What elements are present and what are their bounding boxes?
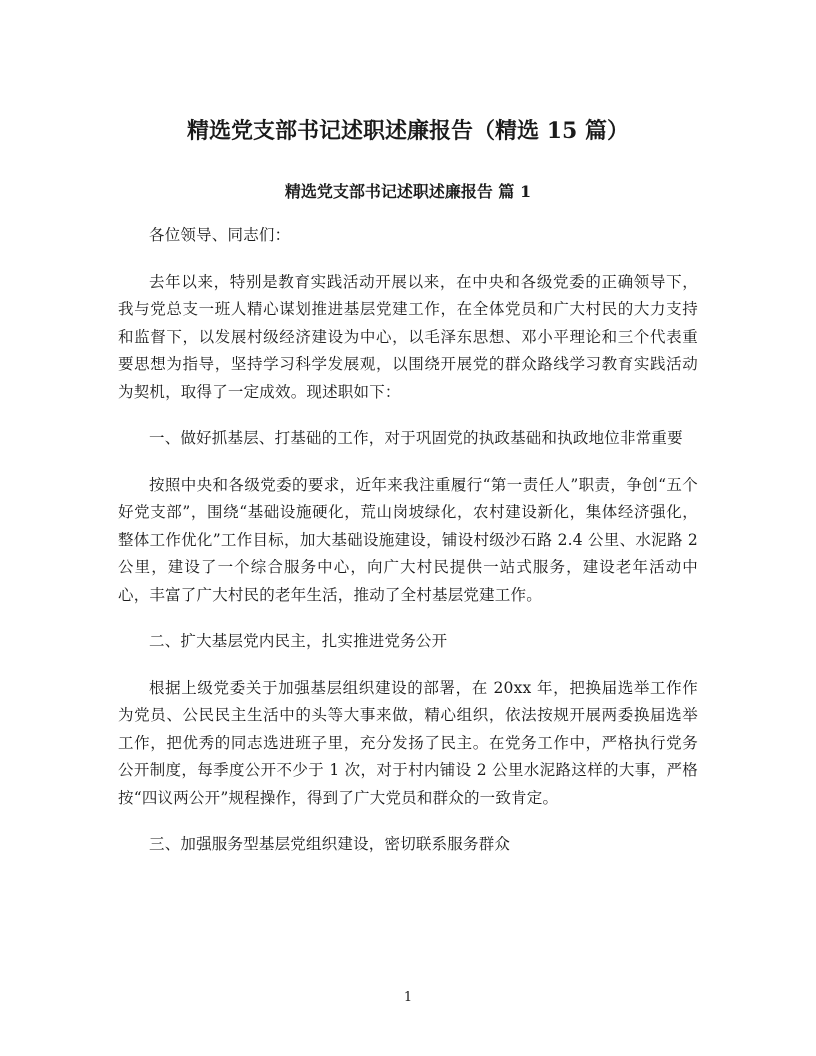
document-body: [118, 222, 698, 878]
section-one-paragraph: 按照中央和各级党委的要求，近年来我注重履行“第一责任人”职责，争创“五个好党支部”，围绕“基础设施硬化，荒山岗坡绿化，农村建设新化，集体经济强化，整体工作优化”工作目标，加大基础设施建设，铺设村级沙石路 2.4 公里、水泥路 2 公里，建设了一个综合服务中心，向广大村民提供一站式服务，建设老年活动中心，丰富了广大村民的老年生活，推动了全村基层党建工作。: [118, 475, 698, 604]
section-title: 精选党支部书记述职述廉报告 篇 1: [284, 182, 532, 201]
section-two-paragraph: 根据上级党委关于加强基层组织建设的部署，在 20xx 年，把换届选举工作作为党员、公民民主生活中的头等大事来做，精心组织，依法按规开展两委换届选举工作，把优秀的同志选进班子里，充分发扬了民主。在党务工作中，严格执行党务公开制度，每季度公开不少于 1 次，对于村内铺设 2 公里水泥路这样的大事，严格按“四议两公开”规程操作，得到了广大党员和群众的一致肯定。: [118, 678, 698, 807]
document-title: 精选党支部书记述职述廉报告（精选 15 篇）: [187, 118, 629, 144]
heading-three: 三、加强服务型基层党组织建设，密切联系服务群众: [149, 835, 511, 853]
page-number: 1: [403, 990, 413, 1005]
heading-two: 二、扩大基层党内民主，扎实推进党务公开: [149, 632, 448, 650]
salutation-paragraph: 各位领导、同志们：: [149, 226, 291, 244]
intro-paragraph: 去年以来，特别是教育实践活动开展以来，在中央和各级党委的正确领导下，我与党总支一班人精心谋划推进基层党建工作，在全体党员和广大村民的大力支持和监督下，以发展村级经济建设为中心，以毛泽东思想、邓小平理论和三个代表重要思想为指导，坚持学习科学发展观，以围绕开展党的群众路线学习教育实践活动为契机，取得了一定成效。现述职如下：: [118, 272, 698, 401]
heading-one: 一、做好抓基层、打基础的工作，对于巩固党的执政基础和执政地位非常重要: [149, 429, 683, 447]
